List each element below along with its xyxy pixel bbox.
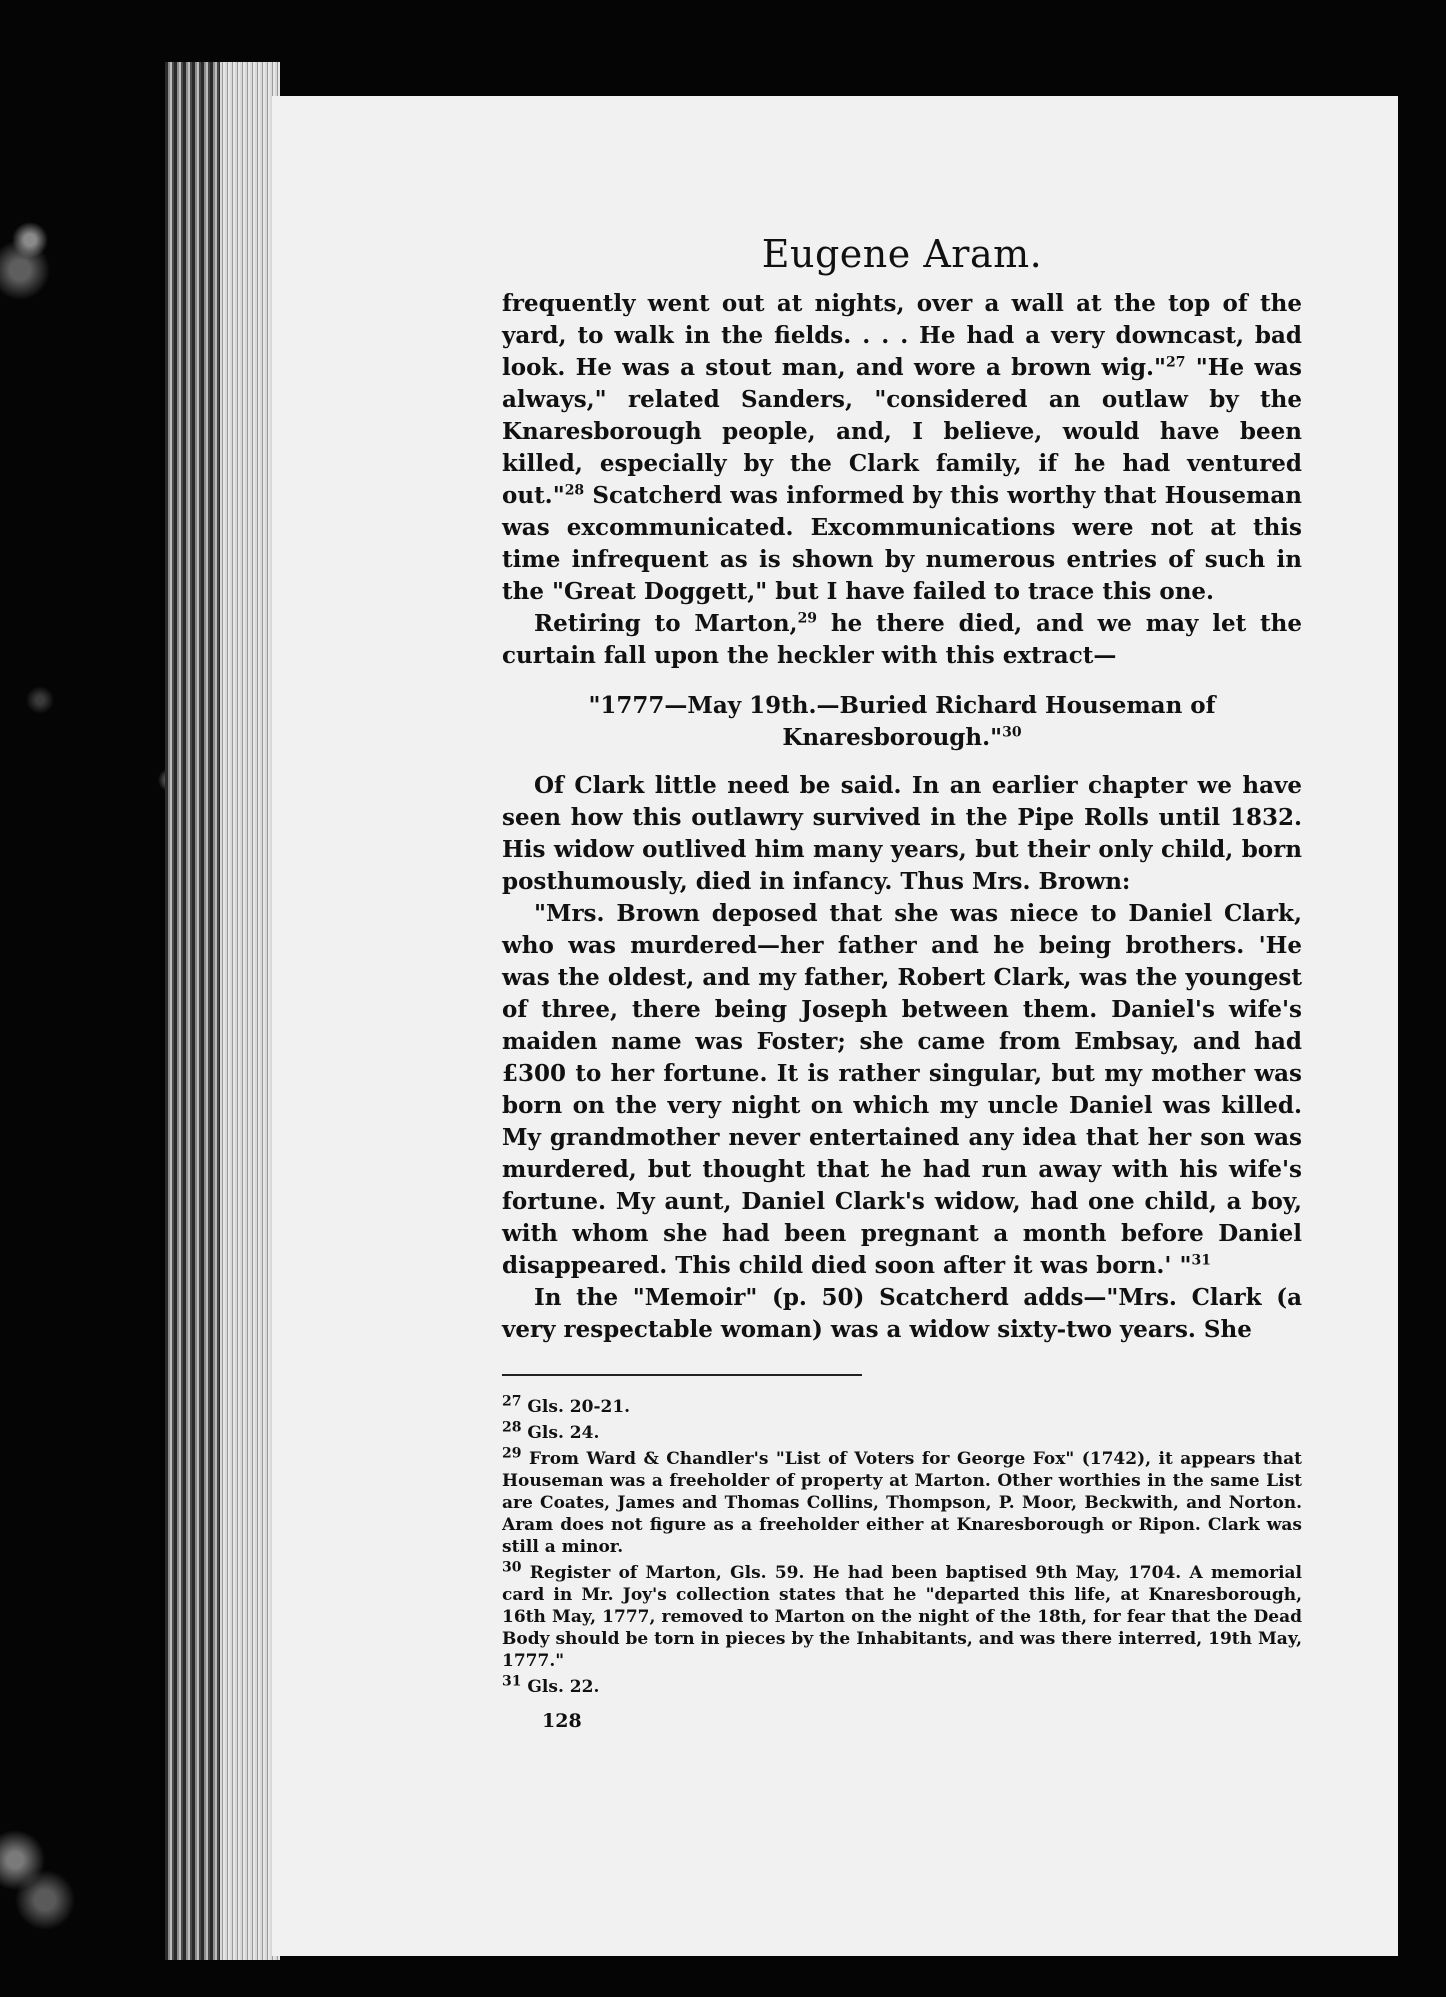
footnote-ref-27: 27 bbox=[1166, 354, 1186, 371]
paragraph-1-part-c: Scatcherd was informed by this worthy that Houseman was excommunicated. Excommunications were not at this time infrequent as is shown by numerous entries of such in the "Great Doggett," but I have failed to trace this one. bbox=[502, 482, 1302, 605]
footnote-28 bbox=[502, 1419, 1302, 1444]
footnote-number: 29 bbox=[502, 1445, 522, 1462]
footnote-text: Register of Marton, Gls. 59. He had been baptised 9th May, 1704. A memorial card in Mr. Joy's collection states that he "departed this life, at Knaresborough, 16th May, 1777, removed to Marton on the night of the 18th, for fear that the Dead Body should be torn in pieces by the Inhabitants, and was there interred, 19th May, 1777." bbox=[502, 1563, 1302, 1671]
paragraph-3: Of Clark little need be said. In an earlier chapter we have seen how this outlawry survived in the Pipe Rolls until 1832. His widow outlived him many years, but their only child, born posthumously, died in infancy. Thus Mrs. Brown: bbox=[502, 772, 1302, 895]
page-number: 128 bbox=[542, 1710, 582, 1732]
footnote-number: 28 bbox=[502, 1419, 522, 1436]
page-content bbox=[502, 232, 1302, 1732]
footnote-31 bbox=[502, 1673, 1302, 1698]
quote-line-2 bbox=[502, 722, 1302, 754]
paragraph-1-part-b: "He was always," related Sanders, "considered an outlaw by the Knaresborough people, and, I believe, would have been killed, especially by the Clark family, if he had ventured out." bbox=[502, 354, 1302, 509]
footnote-text: Gls. 22. bbox=[527, 1677, 600, 1697]
footnote-ref-30: 30 bbox=[1002, 724, 1022, 741]
footnote-number: 30 bbox=[502, 1559, 522, 1576]
paragraph-1-part-a: frequently went out at nights, over a wall at the top of the yard, to walk in the fields. . . . He had a very downcast, bad look. He was a stout man, and wore a brown wig." bbox=[502, 290, 1302, 381]
footnote-ref-28: 28 bbox=[564, 482, 585, 499]
paragraph-4 bbox=[502, 898, 1302, 1282]
footnote-27 bbox=[502, 1393, 1302, 1418]
paragraph-2-part-b: he there died, and we may let the curtain fall upon the heckler with this extract— bbox=[502, 610, 1303, 669]
footnote-number: 27 bbox=[502, 1393, 522, 1410]
footnote-number: 31 bbox=[502, 1673, 522, 1690]
footnote-text: Gls. 20-21. bbox=[527, 1397, 631, 1417]
paragraph-4-text: "Mrs. Brown deposed that she was niece to Daniel Clark, who was murdered—her father and he being brothers. 'He was the oldest, and my father, Robert Clark, was the youngest of three, there being Joseph between them. Daniel's wife's maiden name was Foster; she came from Embsay, and had £300 to her fortune. It is rather singular, but my mother was born on the very night on which my uncle Daniel was killed. My grandmother never entertained any idea that her son was murdered, but thought that he had run away with his wife's fortune. My aunt, Daniel Clark's widow, had one child, a boy, with whom she had been pregnant a month before Daniel disappeared. This child died soon after it was born.' " bbox=[502, 900, 1302, 1279]
footnotes bbox=[502, 1393, 1303, 1698]
book-page bbox=[272, 96, 1398, 1956]
running-head: Eugene Aram. bbox=[761, 232, 1043, 276]
footnote-rule bbox=[502, 1374, 862, 1376]
footnote-text: From Ward & Chandler's "List of Voters for George Fox" (1742), it appears that Houseman was a freeholder of property at Marton. Other worthies in the same List are Coates, James and Thomas Collins, Thompson, P. Moor, Beckwith, and Norton. Aram does not figure as a freeholder either at Knaresborough or Ripon. Clark was still a minor. bbox=[502, 1449, 1303, 1557]
book-page-edges bbox=[165, 62, 280, 1960]
footnote-29 bbox=[502, 1445, 1303, 1558]
quote-line-1: "1777—May 19th.—Buried Richard Houseman of bbox=[588, 692, 1216, 719]
burial-quote bbox=[502, 690, 1302, 754]
main-text bbox=[502, 288, 1302, 672]
paragraph-2-part-a: Retiring to Marton, bbox=[534, 610, 798, 637]
footnote-ref-31: 31 bbox=[1191, 1252, 1211, 1269]
paragraph-2 bbox=[502, 608, 1302, 672]
paragraph-5: In the "Memoir" (p. 50) Scatcherd adds—"Mrs. Clark (a very respectable woman) was a widow sixty-two years. She bbox=[502, 1284, 1302, 1343]
quote-line-2-text: Knaresborough." bbox=[782, 724, 1003, 751]
main-text-2 bbox=[502, 770, 1302, 1346]
footnote-30 bbox=[502, 1559, 1302, 1672]
footnote-ref-29: 29 bbox=[797, 610, 818, 627]
footnote-text: Gls. 24. bbox=[527, 1423, 600, 1443]
paragraph-1 bbox=[502, 288, 1302, 608]
